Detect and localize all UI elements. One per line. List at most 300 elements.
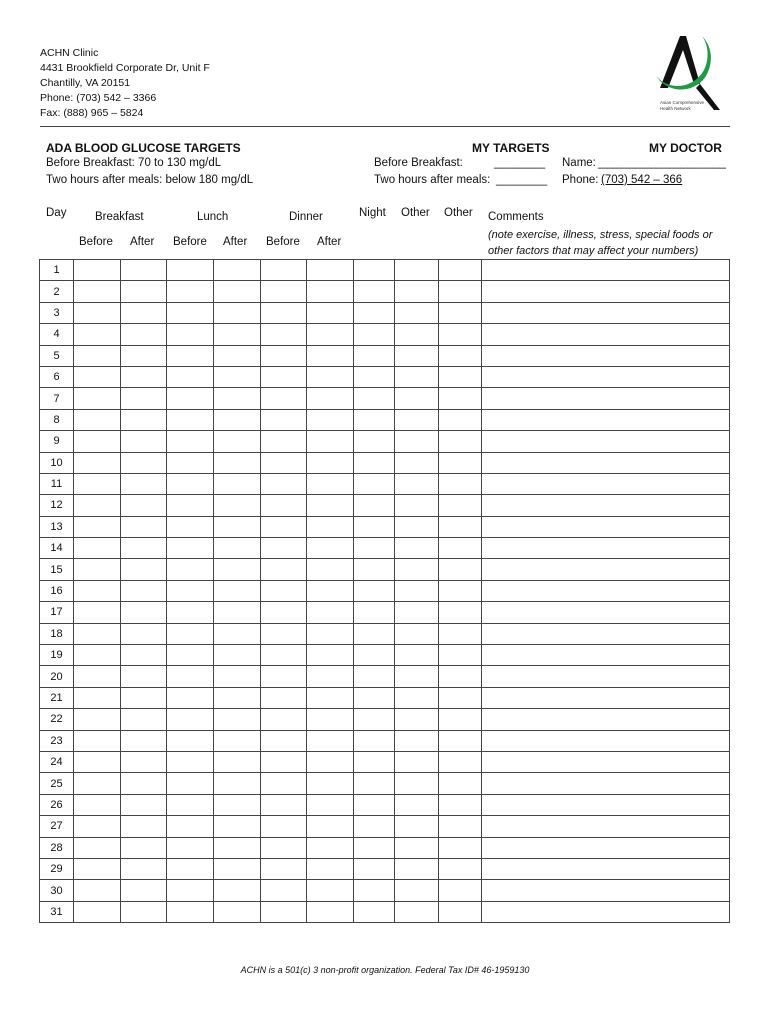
my-targets-after-field[interactable]: ________ [496,174,548,186]
other-2-cell[interactable] [439,816,482,837]
night-cell[interactable] [354,901,395,922]
dinner-before-cell[interactable] [261,709,307,730]
dinner-after-cell[interactable] [307,452,354,473]
other-2-cell[interactable] [439,281,482,302]
night-cell[interactable] [354,473,395,494]
dinner-before-cell[interactable] [261,260,307,281]
comments-cell[interactable] [482,730,730,751]
night-cell[interactable] [354,345,395,366]
other-1-cell[interactable] [395,345,439,366]
other-1-cell[interactable] [395,580,439,601]
dinner-after-cell[interactable] [307,302,354,323]
breakfast-before-cell[interactable] [74,538,121,559]
other-2-cell[interactable] [439,580,482,601]
dinner-after-cell[interactable] [307,880,354,901]
lunch-before-cell[interactable] [167,388,214,409]
lunch-after-cell[interactable] [214,858,261,879]
breakfast-before-cell[interactable] [74,302,121,323]
breakfast-after-cell[interactable] [121,645,167,666]
night-cell[interactable] [354,516,395,537]
night-cell[interactable] [354,837,395,858]
other-2-cell[interactable] [439,409,482,430]
comments-cell[interactable] [482,324,730,345]
comments-cell[interactable] [482,666,730,687]
comments-cell[interactable] [482,858,730,879]
lunch-after-cell[interactable] [214,388,261,409]
other-1-cell[interactable] [395,645,439,666]
other-1-cell[interactable] [395,538,439,559]
dinner-after-cell[interactable] [307,687,354,708]
other-1-cell[interactable] [395,516,439,537]
breakfast-before-cell[interactable] [74,687,121,708]
breakfast-before-cell[interactable] [74,324,121,345]
other-1-cell[interactable] [395,901,439,922]
other-2-cell[interactable] [439,452,482,473]
dinner-before-cell[interactable] [261,431,307,452]
lunch-before-cell[interactable] [167,538,214,559]
dinner-after-cell[interactable] [307,388,354,409]
lunch-before-cell[interactable] [167,559,214,580]
lunch-after-cell[interactable] [214,666,261,687]
breakfast-before-cell[interactable] [74,409,121,430]
breakfast-after-cell[interactable] [121,602,167,623]
lunch-before-cell[interactable] [167,666,214,687]
comments-cell[interactable] [482,773,730,794]
night-cell[interactable] [354,773,395,794]
dinner-before-cell[interactable] [261,409,307,430]
dinner-after-cell[interactable] [307,666,354,687]
other-1-cell[interactable] [395,773,439,794]
dinner-after-cell[interactable] [307,366,354,387]
dinner-after-cell[interactable] [307,751,354,772]
other-1-cell[interactable] [395,260,439,281]
lunch-after-cell[interactable] [214,452,261,473]
other-2-cell[interactable] [439,559,482,580]
breakfast-after-cell[interactable] [121,751,167,772]
dinner-before-cell[interactable] [261,730,307,751]
lunch-after-cell[interactable] [214,602,261,623]
lunch-before-cell[interactable] [167,623,214,644]
other-1-cell[interactable] [395,431,439,452]
breakfast-before-cell[interactable] [74,281,121,302]
other-1-cell[interactable] [395,794,439,815]
comments-cell[interactable] [482,345,730,366]
breakfast-after-cell[interactable] [121,345,167,366]
dinner-before-cell[interactable] [261,751,307,772]
other-2-cell[interactable] [439,730,482,751]
dinner-after-cell[interactable] [307,645,354,666]
other-2-cell[interactable] [439,773,482,794]
lunch-before-cell[interactable] [167,495,214,516]
breakfast-before-cell[interactable] [74,666,121,687]
other-1-cell[interactable] [395,666,439,687]
other-1-cell[interactable] [395,751,439,772]
lunch-before-cell[interactable] [167,409,214,430]
dinner-after-cell[interactable] [307,709,354,730]
lunch-after-cell[interactable] [214,645,261,666]
lunch-after-cell[interactable] [214,880,261,901]
lunch-before-cell[interactable] [167,687,214,708]
night-cell[interactable] [354,687,395,708]
dinner-before-cell[interactable] [261,858,307,879]
breakfast-after-cell[interactable] [121,431,167,452]
breakfast-after-cell[interactable] [121,623,167,644]
breakfast-after-cell[interactable] [121,794,167,815]
other-2-cell[interactable] [439,431,482,452]
dinner-before-cell[interactable] [261,473,307,494]
other-1-cell[interactable] [395,388,439,409]
breakfast-before-cell[interactable] [74,388,121,409]
lunch-before-cell[interactable] [167,816,214,837]
comments-cell[interactable] [482,816,730,837]
lunch-before-cell[interactable] [167,645,214,666]
lunch-after-cell[interactable] [214,580,261,601]
lunch-after-cell[interactable] [214,687,261,708]
lunch-after-cell[interactable] [214,794,261,815]
other-2-cell[interactable] [439,645,482,666]
lunch-after-cell[interactable] [214,516,261,537]
dinner-before-cell[interactable] [261,452,307,473]
comments-cell[interactable] [482,645,730,666]
other-1-cell[interactable] [395,495,439,516]
breakfast-before-cell[interactable] [74,452,121,473]
lunch-after-cell[interactable] [214,409,261,430]
dinner-after-cell[interactable] [307,580,354,601]
dinner-before-cell[interactable] [261,324,307,345]
breakfast-before-cell[interactable] [74,880,121,901]
night-cell[interactable] [354,260,395,281]
comments-cell[interactable] [482,623,730,644]
dinner-before-cell[interactable] [261,666,307,687]
night-cell[interactable] [354,388,395,409]
lunch-after-cell[interactable] [214,473,261,494]
doctor-name-field[interactable]: ____________________ [598,157,726,169]
breakfast-after-cell[interactable] [121,730,167,751]
night-cell[interactable] [354,623,395,644]
other-2-cell[interactable] [439,751,482,772]
comments-cell[interactable] [482,837,730,858]
lunch-before-cell[interactable] [167,516,214,537]
breakfast-before-cell[interactable] [74,260,121,281]
lunch-before-cell[interactable] [167,751,214,772]
breakfast-before-cell[interactable] [74,345,121,366]
night-cell[interactable] [354,431,395,452]
other-2-cell[interactable] [439,345,482,366]
dinner-before-cell[interactable] [261,495,307,516]
comments-cell[interactable] [482,431,730,452]
other-1-cell[interactable] [395,880,439,901]
other-2-cell[interactable] [439,666,482,687]
breakfast-after-cell[interactable] [121,880,167,901]
comments-cell[interactable] [482,388,730,409]
dinner-before-cell[interactable] [261,538,307,559]
other-2-cell[interactable] [439,516,482,537]
other-2-cell[interactable] [439,623,482,644]
comments-cell[interactable] [482,409,730,430]
breakfast-after-cell[interactable] [121,858,167,879]
lunch-before-cell[interactable] [167,794,214,815]
dinner-after-cell[interactable] [307,431,354,452]
night-cell[interactable] [354,559,395,580]
lunch-before-cell[interactable] [167,345,214,366]
other-1-cell[interactable] [395,816,439,837]
other-1-cell[interactable] [395,730,439,751]
night-cell[interactable] [354,751,395,772]
other-2-cell[interactable] [439,858,482,879]
dinner-after-cell[interactable] [307,730,354,751]
other-2-cell[interactable] [439,366,482,387]
breakfast-before-cell[interactable] [74,645,121,666]
lunch-before-cell[interactable] [167,580,214,601]
comments-cell[interactable] [482,452,730,473]
lunch-after-cell[interactable] [214,281,261,302]
dinner-before-cell[interactable] [261,602,307,623]
other-2-cell[interactable] [439,388,482,409]
other-2-cell[interactable] [439,260,482,281]
breakfast-before-cell[interactable] [74,709,121,730]
dinner-before-cell[interactable] [261,623,307,644]
dinner-after-cell[interactable] [307,516,354,537]
dinner-after-cell[interactable] [307,559,354,580]
lunch-after-cell[interactable] [214,260,261,281]
lunch-after-cell[interactable] [214,816,261,837]
dinner-after-cell[interactable] [307,345,354,366]
my-targets-before-field[interactable]: ________ [494,157,546,169]
lunch-after-cell[interactable] [214,751,261,772]
other-1-cell[interactable] [395,366,439,387]
dinner-before-cell[interactable] [261,687,307,708]
breakfast-before-cell[interactable] [74,623,121,644]
comments-cell[interactable] [482,516,730,537]
comments-cell[interactable] [482,751,730,772]
night-cell[interactable] [354,816,395,837]
comments-cell[interactable] [482,473,730,494]
other-1-cell[interactable] [395,687,439,708]
other-1-cell[interactable] [395,281,439,302]
lunch-after-cell[interactable] [214,901,261,922]
dinner-after-cell[interactable] [307,324,354,345]
breakfast-after-cell[interactable] [121,580,167,601]
lunch-after-cell[interactable] [214,837,261,858]
comments-cell[interactable] [482,880,730,901]
dinner-after-cell[interactable] [307,602,354,623]
comments-cell[interactable] [482,602,730,623]
night-cell[interactable] [354,602,395,623]
lunch-before-cell[interactable] [167,260,214,281]
other-1-cell[interactable] [395,473,439,494]
night-cell[interactable] [354,666,395,687]
other-2-cell[interactable] [439,324,482,345]
other-2-cell[interactable] [439,302,482,323]
night-cell[interactable] [354,281,395,302]
dinner-after-cell[interactable] [307,260,354,281]
lunch-before-cell[interactable] [167,366,214,387]
breakfast-after-cell[interactable] [121,901,167,922]
lunch-before-cell[interactable] [167,473,214,494]
dinner-before-cell[interactable] [261,901,307,922]
dinner-before-cell[interactable] [261,516,307,537]
lunch-before-cell[interactable] [167,431,214,452]
night-cell[interactable] [354,452,395,473]
lunch-before-cell[interactable] [167,602,214,623]
dinner-before-cell[interactable] [261,880,307,901]
breakfast-after-cell[interactable] [121,366,167,387]
lunch-after-cell[interactable] [214,345,261,366]
dinner-before-cell[interactable] [261,302,307,323]
dinner-before-cell[interactable] [261,388,307,409]
dinner-after-cell[interactable] [307,473,354,494]
other-2-cell[interactable] [439,602,482,623]
night-cell[interactable] [354,730,395,751]
lunch-after-cell[interactable] [214,302,261,323]
dinner-before-cell[interactable] [261,345,307,366]
dinner-after-cell[interactable] [307,816,354,837]
dinner-before-cell[interactable] [261,773,307,794]
dinner-after-cell[interactable] [307,623,354,644]
breakfast-after-cell[interactable] [121,452,167,473]
other-2-cell[interactable] [439,794,482,815]
lunch-after-cell[interactable] [214,773,261,794]
breakfast-after-cell[interactable] [121,409,167,430]
breakfast-before-cell[interactable] [74,901,121,922]
lunch-before-cell[interactable] [167,281,214,302]
comments-cell[interactable] [482,302,730,323]
breakfast-before-cell[interactable] [74,837,121,858]
night-cell[interactable] [354,645,395,666]
breakfast-before-cell[interactable] [74,580,121,601]
comments-cell[interactable] [482,794,730,815]
breakfast-after-cell[interactable] [121,260,167,281]
lunch-after-cell[interactable] [214,623,261,644]
dinner-after-cell[interactable] [307,495,354,516]
breakfast-after-cell[interactable] [121,302,167,323]
comments-cell[interactable] [482,495,730,516]
breakfast-after-cell[interactable] [121,666,167,687]
night-cell[interactable] [354,302,395,323]
comments-cell[interactable] [482,580,730,601]
comments-cell[interactable] [482,281,730,302]
lunch-before-cell[interactable] [167,730,214,751]
lunch-before-cell[interactable] [167,773,214,794]
breakfast-before-cell[interactable] [74,495,121,516]
dinner-after-cell[interactable] [307,858,354,879]
lunch-before-cell[interactable] [167,452,214,473]
other-1-cell[interactable] [395,858,439,879]
breakfast-before-cell[interactable] [74,858,121,879]
other-1-cell[interactable] [395,452,439,473]
comments-cell[interactable] [482,709,730,730]
dinner-before-cell[interactable] [261,794,307,815]
other-1-cell[interactable] [395,709,439,730]
night-cell[interactable] [354,366,395,387]
dinner-before-cell[interactable] [261,580,307,601]
lunch-before-cell[interactable] [167,709,214,730]
comments-cell[interactable] [482,687,730,708]
lunch-after-cell[interactable] [214,559,261,580]
other-1-cell[interactable] [395,559,439,580]
dinner-after-cell[interactable] [307,837,354,858]
breakfast-after-cell[interactable] [121,773,167,794]
comments-cell[interactable] [482,260,730,281]
breakfast-after-cell[interactable] [121,837,167,858]
comments-cell[interactable] [482,559,730,580]
other-2-cell[interactable] [439,901,482,922]
lunch-after-cell[interactable] [214,730,261,751]
lunch-before-cell[interactable] [167,324,214,345]
other-1-cell[interactable] [395,409,439,430]
lunch-before-cell[interactable] [167,880,214,901]
breakfast-before-cell[interactable] [74,816,121,837]
dinner-before-cell[interactable] [261,281,307,302]
lunch-after-cell[interactable] [214,366,261,387]
other-2-cell[interactable] [439,495,482,516]
breakfast-after-cell[interactable] [121,495,167,516]
breakfast-before-cell[interactable] [74,473,121,494]
breakfast-before-cell[interactable] [74,602,121,623]
other-1-cell[interactable] [395,302,439,323]
dinner-before-cell[interactable] [261,837,307,858]
breakfast-before-cell[interactable] [74,559,121,580]
comments-cell[interactable] [482,901,730,922]
other-1-cell[interactable] [395,324,439,345]
lunch-after-cell[interactable] [214,709,261,730]
breakfast-before-cell[interactable] [74,794,121,815]
night-cell[interactable] [354,858,395,879]
lunch-before-cell[interactable] [167,302,214,323]
dinner-after-cell[interactable] [307,794,354,815]
other-2-cell[interactable] [439,538,482,559]
lunch-before-cell[interactable] [167,901,214,922]
breakfast-after-cell[interactable] [121,516,167,537]
breakfast-before-cell[interactable] [74,730,121,751]
other-2-cell[interactable] [439,880,482,901]
breakfast-before-cell[interactable] [74,751,121,772]
comments-cell[interactable] [482,538,730,559]
lunch-after-cell[interactable] [214,431,261,452]
other-2-cell[interactable] [439,837,482,858]
dinner-after-cell[interactable] [307,281,354,302]
dinner-after-cell[interactable] [307,773,354,794]
comments-cell[interactable] [482,366,730,387]
dinner-before-cell[interactable] [261,645,307,666]
night-cell[interactable] [354,324,395,345]
other-1-cell[interactable] [395,623,439,644]
lunch-before-cell[interactable] [167,837,214,858]
breakfast-before-cell[interactable] [74,773,121,794]
breakfast-after-cell[interactable] [121,687,167,708]
other-1-cell[interactable] [395,837,439,858]
other-2-cell[interactable] [439,687,482,708]
breakfast-after-cell[interactable] [121,281,167,302]
other-2-cell[interactable] [439,473,482,494]
breakfast-after-cell[interactable] [121,473,167,494]
dinner-before-cell[interactable] [261,559,307,580]
breakfast-after-cell[interactable] [121,324,167,345]
night-cell[interactable] [354,538,395,559]
lunch-before-cell[interactable] [167,858,214,879]
night-cell[interactable] [354,495,395,516]
breakfast-after-cell[interactable] [121,388,167,409]
lunch-after-cell[interactable] [214,538,261,559]
night-cell[interactable] [354,794,395,815]
dinner-before-cell[interactable] [261,366,307,387]
breakfast-after-cell[interactable] [121,538,167,559]
night-cell[interactable] [354,880,395,901]
other-1-cell[interactable] [395,602,439,623]
night-cell[interactable] [354,709,395,730]
night-cell[interactable] [354,409,395,430]
night-cell[interactable] [354,580,395,601]
